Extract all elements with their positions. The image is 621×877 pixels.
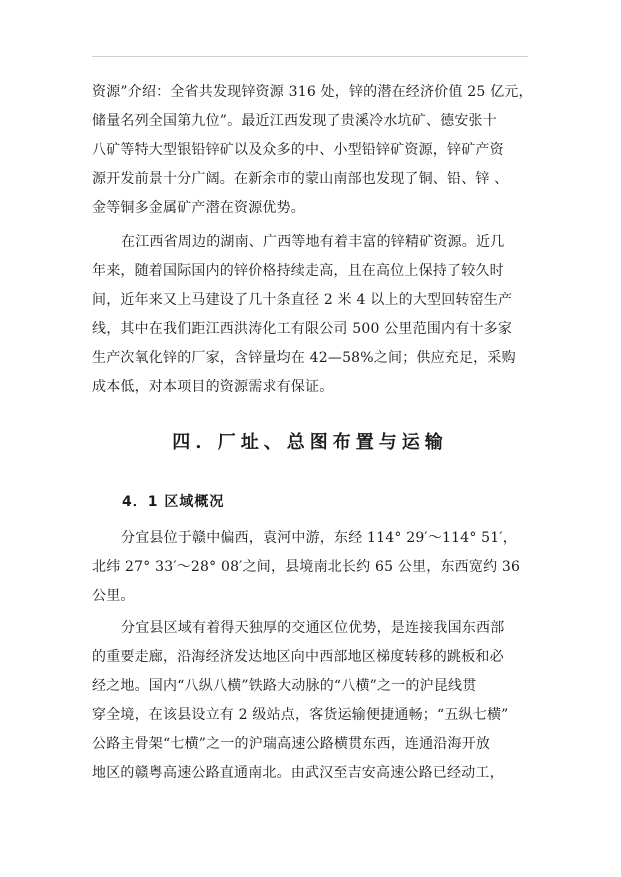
text-line: 分宜县区域有着得天独厚的交通区位优势，是连接我国东西部: [121, 620, 505, 636]
text-line: 公路主骨架“七横”之一的沪瑞高速公路横贯东西，连通沿海开放: [92, 736, 491, 752]
section-heading: 四. 厂址、总图布置与运输: [172, 432, 448, 453]
text-line: 地区的赣粤高速公路直通南北。由武汉至吉安高速公路已经动工，: [92, 765, 504, 781]
paragraph-zinc-supply: [92, 228, 528, 402]
text-line: 生产次氧化锌的厂家，含锌量均在 42—58%之间；供应充足，采购: [92, 350, 516, 366]
text-line: 年来，随着国际国内的锌价格持续走高，且在高位上保持了较久时: [92, 263, 504, 279]
text-line: 分宜县位于赣中偏西，袁河中游，东经 114° 29′～114° 51′，: [121, 530, 517, 546]
text-line: 线，其中在我们距江西洪涛化工有限公司 500 公里范围内有十多家: [92, 321, 513, 337]
text-line: 成本低，对本项目的资源需求有保证。: [92, 379, 334, 395]
text-line: 金等铜多金属矿产潜在资源优势。: [92, 200, 305, 216]
text-line: 间，近年来又上马建设了几十条直径 2 米 4 以上的大型回转窑生产: [92, 292, 513, 308]
paragraph-location: [92, 524, 528, 611]
paragraph-resources-intro: [92, 78, 533, 223]
header-rule: [92, 56, 528, 57]
paragraph-transport: [92, 614, 528, 788]
sub-heading: 4．1 区域概况: [122, 494, 225, 510]
text-line: 公里。: [92, 588, 135, 604]
text-line: 经之地。国内“八纵八横”铁路大动脉的“八横”之一的沪昆线贯: [92, 678, 477, 694]
text-line: 源开发前景十分广阔。在新余市的蒙山南部也发现了铜、铅、锌 、: [92, 171, 509, 187]
text-line: 资源”介绍：全省共发现锌资源 316 处，锌的潜在经济价值 25 亿元，: [92, 84, 533, 100]
text-line: 的重要走廊，沿海经济发达地区向中西部地区梯度转移的跳板和必: [92, 649, 504, 665]
text-line: 储量名列全国第九位”。最近江西发现了贵溪冷水坑矿、德安张十: [92, 113, 497, 129]
text-line: 在江西省周边的湖南、广西等地有着丰富的锌精矿资源。近几: [121, 234, 505, 250]
text-line: 八矿等特大型银铅锌矿以及众多的中、小型铅锌矿资源，锌矿产资: [92, 142, 504, 158]
text-line: 穿全境，在该县设立有 2 级站点，客货运输便捷通畅；“五纵七横”: [92, 707, 509, 723]
text-line: 北纬 27° 33′～28° 08′之间，县境南北长约 65 公里，东西宽约 36: [92, 559, 521, 575]
